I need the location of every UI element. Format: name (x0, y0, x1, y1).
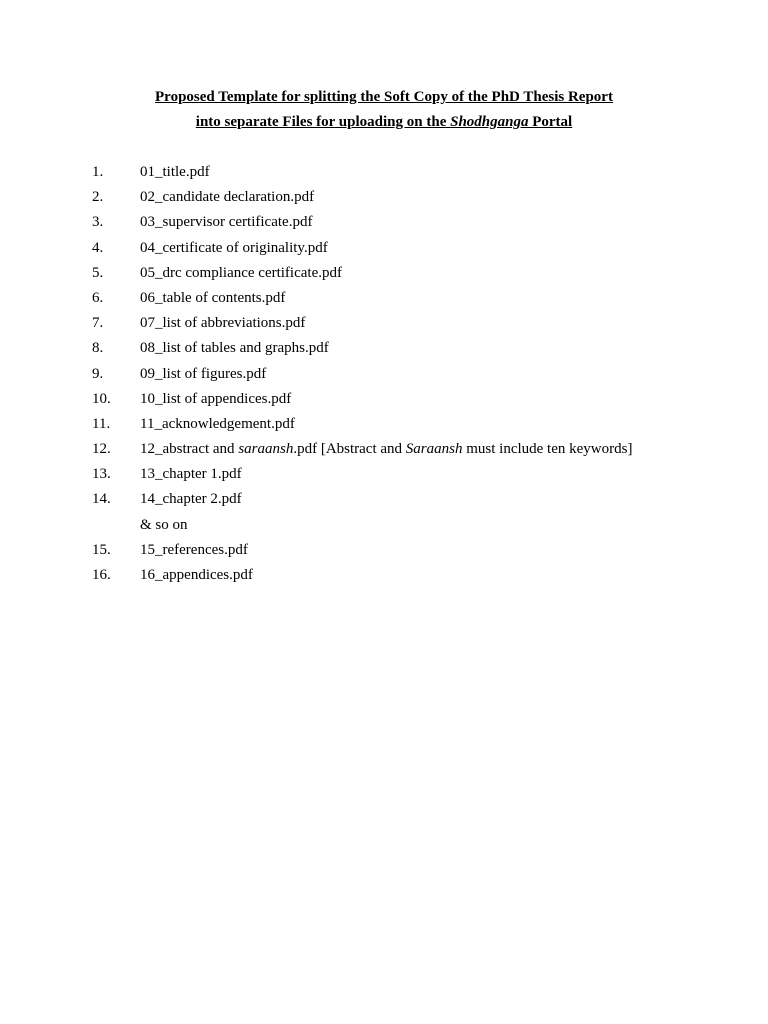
list-item (0, 337, 768, 362)
list-item-number: 3. (92, 214, 104, 231)
list-item (0, 237, 768, 262)
list-item (0, 161, 768, 186)
list-item-number: 8. (92, 340, 104, 357)
list-item-filename: 02_candidate declaration.pdf (140, 189, 315, 206)
list-item-filename: 14_chapter 2.pdf (140, 491, 242, 508)
list-item (0, 564, 768, 589)
list-item-number: 10. (92, 390, 111, 407)
italic-text-segment: saraansh (238, 441, 294, 458)
list-item (0, 539, 768, 564)
document-title-line-2 (0, 113, 768, 131)
list-item (0, 438, 768, 463)
list-item-number: 7. (92, 315, 104, 332)
list-item-number: 15. (92, 541, 111, 558)
list-item-filename (140, 438, 632, 460)
list-item-number: 11. (92, 415, 111, 432)
title-line-2-suffix: Portal (528, 114, 573, 130)
text-segment: must include ten keywords] (462, 441, 633, 458)
list-item-filename: 01_title.pdf (140, 164, 210, 180)
list-item-filename: 13_chapter 1.pdf (140, 466, 242, 483)
list-item (0, 262, 768, 287)
list-item-filename: 05_drc compliance certificate.pdf (140, 264, 342, 281)
list-item-number: 5. (92, 264, 104, 281)
list-item (0, 363, 768, 388)
list-item-number: 2. (92, 189, 104, 206)
list-item (0, 488, 768, 513)
list-item-filename: 06_table of contents.pdf (140, 289, 286, 306)
list-item-filename: 10_list of appendices.pdf (140, 390, 292, 407)
list-item (0, 312, 768, 337)
list-item (0, 186, 768, 211)
list-item-number: 13. (92, 466, 111, 483)
text-segment: 12_abstract and (140, 441, 239, 458)
list-item (0, 514, 768, 539)
list-item-filename: & so on (140, 516, 188, 533)
document-title-line-1: Proposed Template for splitting the Soft Copy of the PhD Thesis Report (155, 89, 613, 105)
list-item (0, 463, 768, 488)
file-list (0, 161, 768, 589)
list-item-filename: 11_acknowledgement.pdf (140, 415, 295, 432)
title-line-2-prefix: into separate Files for uploading on the (195, 114, 451, 130)
list-item (0, 413, 768, 438)
list-item (0, 388, 768, 413)
list-item-number: 16. (92, 567, 111, 583)
list-item-number: 1. (92, 164, 104, 180)
list-item-filename: 16_appendices.pdf (140, 567, 253, 583)
list-item-filename: 09_list of figures.pdf (140, 365, 267, 382)
list-item (0, 211, 768, 236)
list-item (0, 287, 768, 312)
list-item-number: 12. (92, 441, 111, 458)
portal-name: Shodhganga (450, 114, 529, 130)
italic-text-segment: Saraansh (405, 441, 463, 458)
text-segment: .pdf [Abstract and (293, 441, 406, 458)
list-item-filename: 04_certificate of originality.pdf (140, 239, 328, 256)
list-item-number: 4. (92, 239, 104, 256)
list-item-number: 6. (92, 289, 104, 306)
list-item-number: 14. (92, 491, 111, 508)
list-item-number: 9. (92, 365, 104, 382)
list-item-filename: 15_references.pdf (140, 541, 248, 558)
list-item-filename: 07_list of abbreviations.pdf (140, 315, 306, 332)
list-item-filename: 08_list of tables and graphs.pdf (140, 340, 329, 357)
list-item-filename: 03_supervisor certificate.pdf (140, 214, 313, 231)
